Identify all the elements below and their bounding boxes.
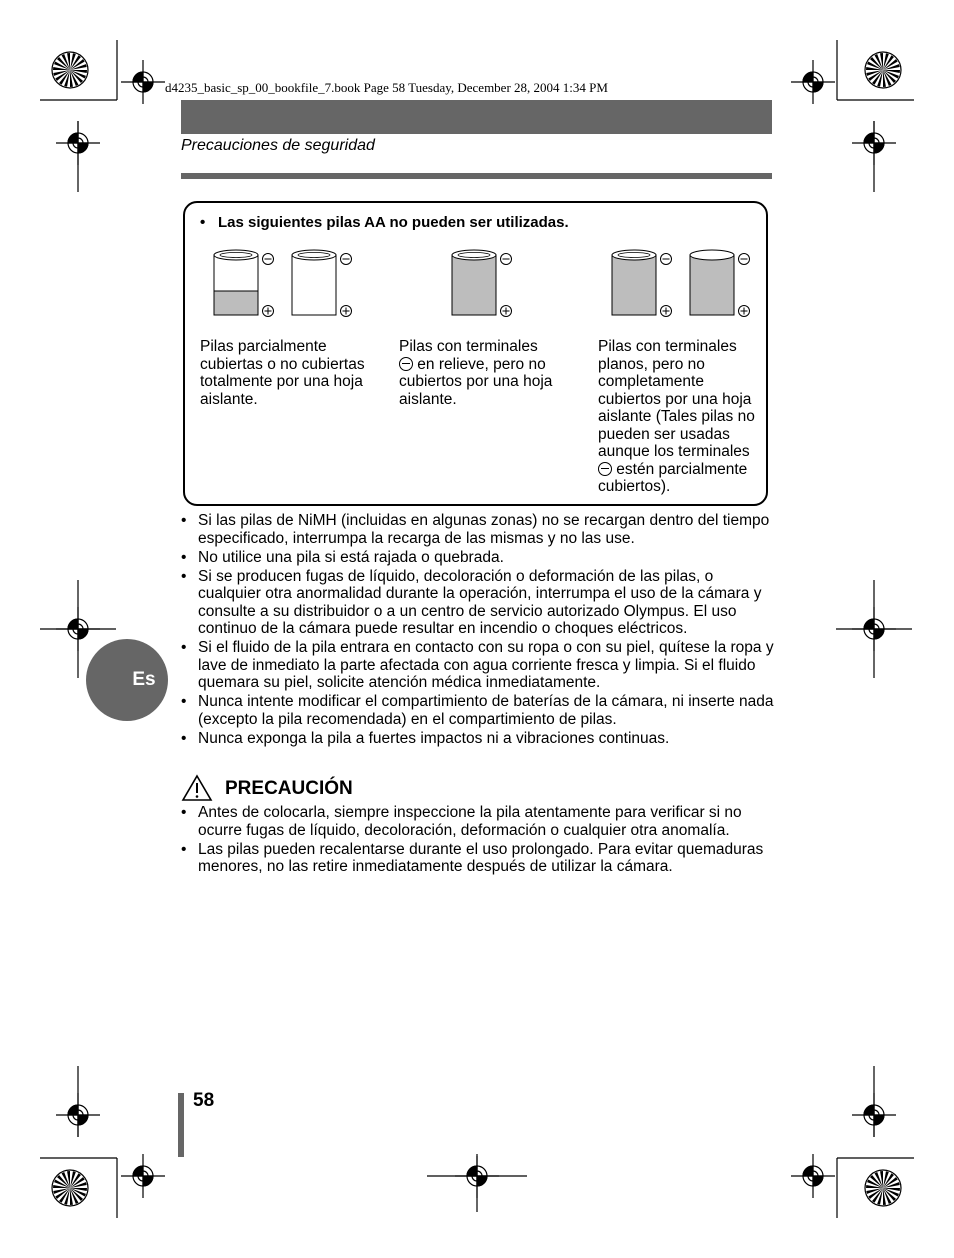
caption-partially-covered: Pilas parcialmente cubiertas o no cubiertas totalmente por una hoja aislante. [200,338,365,408]
caution-list [181,804,776,877]
language-tab [86,639,168,721]
caption-raised-terminals [399,338,569,408]
caution-title: PRECAUCIÓN [225,778,353,799]
caption-text: Pilas con terminales planos, pero no completamente cubiertos por una hoja aislante (Tales pilas no pueden ser usadas aunque los terminales [598,338,755,460]
header-rule [181,173,772,179]
list-item: • Si las pilas de NiMH (incluidas en algunas zonas) no se recargan dentro del tiempo especificado, interrumpa la recarga de las mismas y no las use. [181,512,776,547]
battery-warnings-list [181,512,776,749]
list-item: • Si el fluido de la pila entrara en contacto con su ropa o con su piel, quítese la ropa y lave de inmediato la parte afectada con agua corriente fresca y limpia. Si el fluido quemara su piel, solicite atención médica inmediatamente. [181,639,776,692]
battery-illustrations [190,245,765,325]
page-number: 58 [193,1090,215,1111]
list-item: • Si se producen fugas de líquido, decoloración o deformación de las pilas, o cualquier otra anormalidad durante la operación, interrumpa el uso de la cámara y consulte a su distribuidor o a un centro de servicio autorizado Olympus. El uso continuo de la cámara puede resultar en incendio o choques eléctricos. [181,568,776,638]
section-title: Precauciones de seguridad [181,137,375,154]
minus-terminal-icon [399,357,413,371]
page-number-bar [178,1093,184,1157]
list-item: • Nunca exponga la pila a fuertes impactos ni a vibraciones continuas. [181,730,776,748]
caption-text: estén parcialmente cubiertos). [598,460,748,495]
box-heading: • Las siguientes pilas AA no pueden ser utilizadas. [200,214,569,231]
caption-text: Pilas con terminales [399,338,538,355]
caption-text: en relieve, pero no cubiertos por una hoja aislante. [399,355,553,408]
print-job-line: d4235_basic_sp_00_bookfile_7.book Page 58 Tuesday, December 28, 2004 1:34 PM [165,80,608,95]
warning-triangle-icon [181,774,213,802]
header-bar [181,100,772,134]
list-item: • Antes de colocarla, siempre inspeccione la pila atentamente para verificar si no ocurre fugas de líquido, decoloración, deformación o cualquier otra anomalía. [181,804,776,839]
list-item: • Las pilas pueden recalentarse durante el uso prolongado. Para evitar quemaduras menores, no las retire inmediatamente después de utilizar la cámara. [181,841,776,876]
list-item: • Nunca intente modificar el compartimiento de baterías de la cámara, ni inserte nada (excepto la pila recomendada) en el compartimiento de pilas. [181,693,776,728]
caption-flat-terminals [598,338,768,496]
list-item: • No utilice una pila si está rajada o quebrada. [181,549,776,567]
box-heading-text: Las siguientes pilas AA no pueden ser utilizadas. [218,214,569,231]
minus-terminal-icon [598,462,612,476]
language-tab-label: Es [132,669,156,690]
